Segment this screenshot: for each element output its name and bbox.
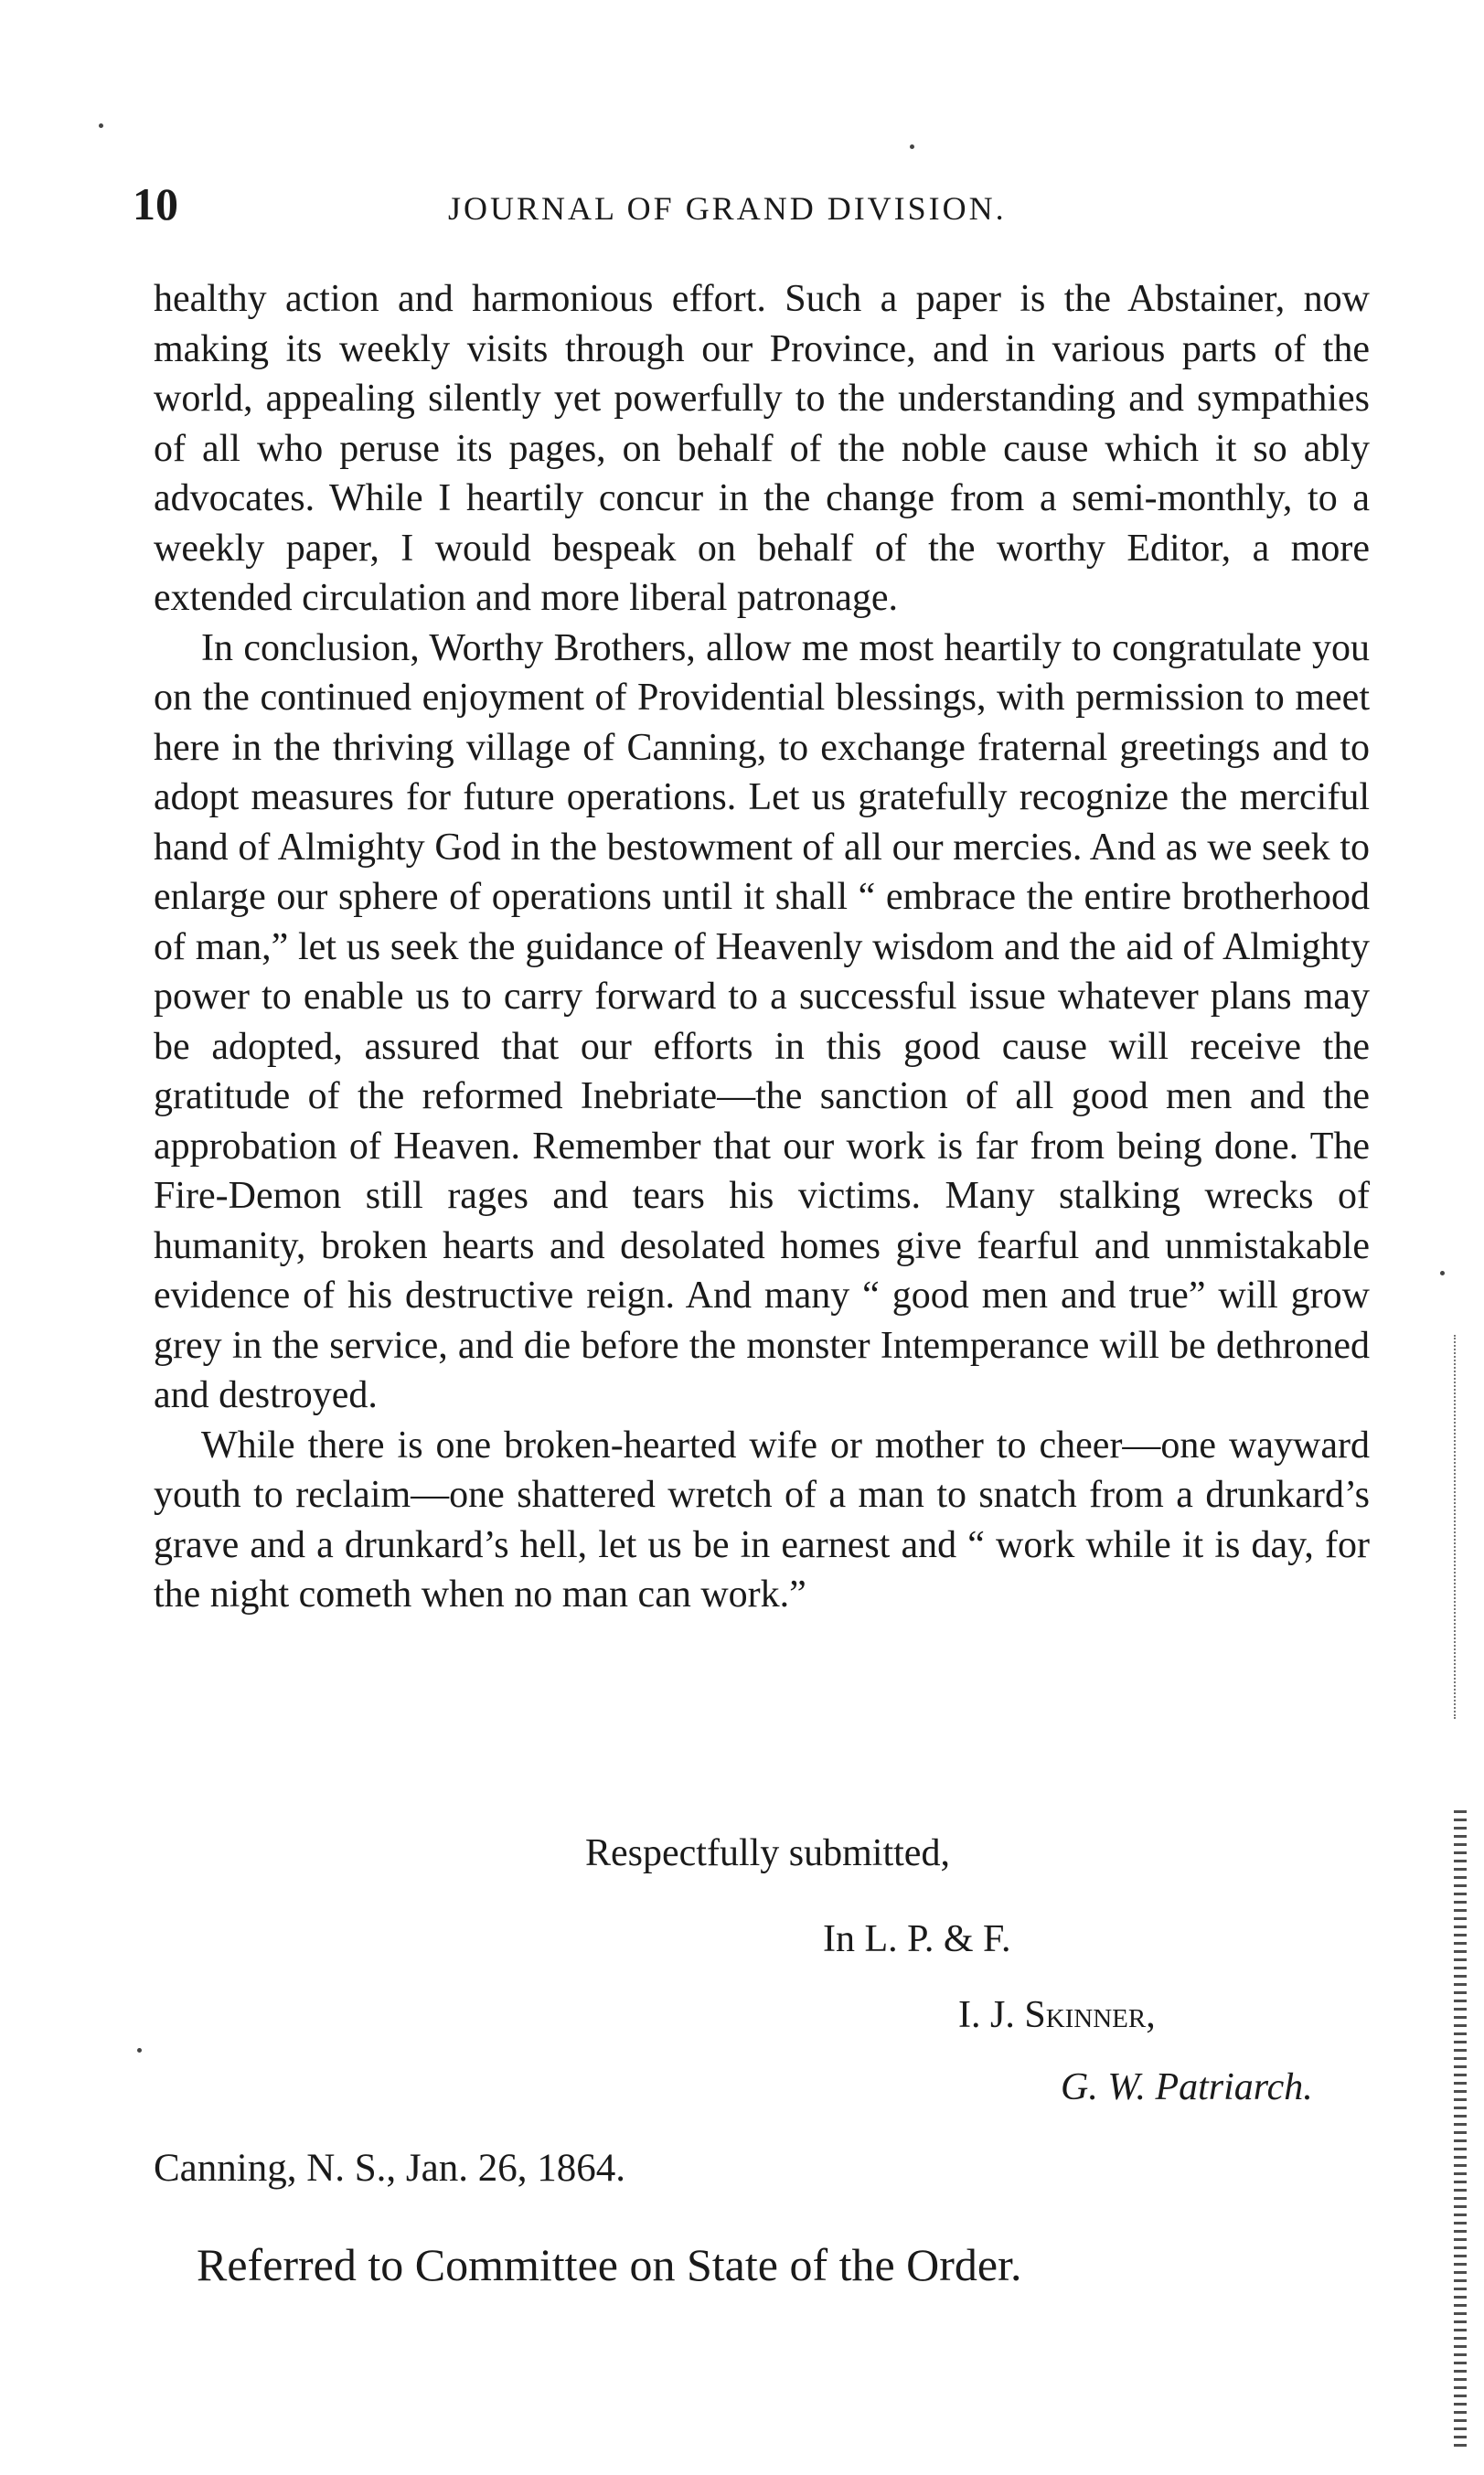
page-number: 10: [133, 178, 178, 229]
paragraph-final-appeal: While there is one broken-hearted wife or mother to cheer—one wayward youth to reclaim—one shattered wretch of a man to snatch from a drunkard’s grave and a drunkard’s hell, let us be in earnest and “ work while it is day, for the night cometh when no man can work.”: [154, 1424, 1370, 1616]
paragraph-continued: healthy action and harmonious effort. Such a paper is the Abstainer, now making its weekly visits through our Province, and in various parts of the world, appealing silently yet powerfully to the understanding and sympathies of all who peruse its pages, on behalf of the noble cause which it so ably advocates. While I heartily concur in the change from a semi-monthly, to a weekly paper, I would bespeak on behalf of the worthy Editor, a more extended circulation and more liberal patronage.: [154, 278, 1370, 619]
signer-title: G. W. Patriarch.: [1061, 2066, 1313, 2108]
margin-scan-artifact: [1454, 1335, 1468, 1719]
place-date: Canning, N. S., Jan. 26, 1864.: [154, 2147, 625, 2190]
body-text: [154, 274, 1370, 1620]
page-header: [133, 178, 1367, 236]
closing-respectfully: Respectfully submitted,: [585, 1832, 950, 1874]
referral-note: Referred to Committee on State of the Order.: [197, 2239, 1022, 2290]
closing-motto: In L. P. & F.: [823, 1918, 1011, 1960]
paragraph-conclusion: In conclusion, Worthy Brothers, allow me most heartily to congratulate you on the continued enjoyment of Providential blessings, with permission to meet here in the thriving village of Canning, to exchange fraternal greetings and to adopt measures for future operations. Let us gratefully recognize the merciful hand of Almighty God in the bestowment of all our mercies. And as we seek to enlarge our sphere of operations until it shall “ embrace the entire brotherhood of man,” let us seek the guidance of Heavenly wisdom and the aid of Almighty power to enable us to carry forward to a successful issue whatever plans may be adopted, assured that our efforts in this good cause will receive the gratitude of the reformed Inebriate—the sanction of all good men and the approbation of Heaven. Remember that our work is far from being done. The Fire-Demon still rages and tears his victims. Many stalking wrecks of humanity, broken hearts and desolated homes give fearful and unmistakable evidence of his destructive reign. And many “ good men and true” will grow grey in the service, and die before the monster Intemperance will be dethroned and destroyed.: [154, 626, 1370, 1416]
margin-binding-edge: [1454, 1810, 1467, 2450]
scan-speck: [1440, 1271, 1445, 1275]
scan-speck: [99, 123, 103, 128]
scan-speck: [910, 144, 914, 149]
scan-speck: [137, 2048, 142, 2053]
running-head: JOURNAL OF GRAND DIVISION.: [448, 190, 1007, 227]
signer-name: I. J. Skinner,: [958, 1994, 1156, 2036]
